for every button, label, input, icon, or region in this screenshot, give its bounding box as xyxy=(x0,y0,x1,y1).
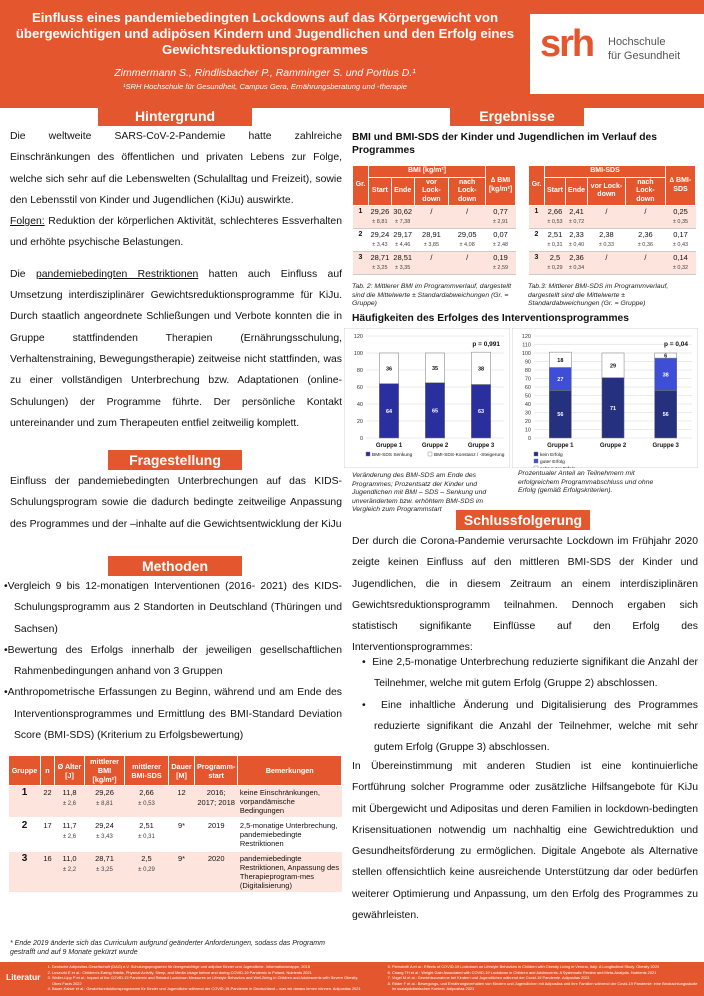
y-tick-label: 110 xyxy=(522,342,531,349)
sds-table xyxy=(528,165,696,275)
y-tick-label: 40 xyxy=(524,402,531,408)
sds-sd: ± 0,72 xyxy=(568,219,585,225)
gt-cell xyxy=(125,786,169,819)
gt-cell xyxy=(85,786,125,819)
legend-swatch xyxy=(534,459,538,463)
hintergrund-text xyxy=(10,126,342,434)
gt-sd: ± 2,2 xyxy=(62,866,77,873)
bmi-value: / xyxy=(430,253,433,262)
x-tick-label: Gruppe 1 xyxy=(375,443,403,449)
data-label: 6 xyxy=(664,353,668,360)
bmi-value: 29,26 xyxy=(370,207,390,216)
p2-a: Die xyxy=(10,268,36,280)
sds-sd: ± 0,35 xyxy=(672,219,689,225)
methoden-item: •Vergleich 9 bis 12-monatigen Interventionen (2016- 2021) des KIDS-Schulungsprogramm aus 2 Standorten in Deutschland (Thüringen und Sachsen) xyxy=(4,581,342,635)
bmi-value: 0,19 xyxy=(493,253,508,262)
p2-b: hatten auch Einfluss auf Umsetzung interdisziplinärer Gewichtsreduktionsprogramme für KiJu. Durch staatlich angeordnete Schließungen und Verbote konnten die in Gruppe stattfindenden Therapien (Ernährungsschulung, Verhaltenstraining, Bewegungstherapie) zeitweise nicht stattfinden, was zu einer vollständigen Unterbrechung bzw. Adaptationen (online-Schulungen) der Programme führte. Der persönliche Kontakt untereinander und zum Therapeuten entfiel zeitweilig komplett. xyxy=(10,268,342,429)
gt-val: 2,51 xyxy=(139,821,154,830)
gt-val: 29,24 xyxy=(95,821,114,830)
bmi-cell xyxy=(449,229,486,252)
bmi-value: / xyxy=(466,207,469,216)
reference: 6. Chang TH et al.: Weight Gain Associated with COVID-19 Lockdown in Children and Adolescents: A Systematic Review and Meta-Analysis. Nutrients 2021 xyxy=(392,970,700,976)
sds-cell xyxy=(529,229,545,252)
gt-cell xyxy=(85,851,125,893)
bmi-cell xyxy=(486,229,516,252)
sds-row xyxy=(529,206,696,229)
gt-cell: 2 xyxy=(9,818,41,851)
bmi-value: / xyxy=(466,253,469,262)
sds-h-span: BMI-SDS xyxy=(545,166,666,178)
bmi-h-col: Ende xyxy=(391,177,414,206)
y-tick-label: 60 xyxy=(356,385,363,391)
bmi-sd: ± 2,59 xyxy=(492,265,509,271)
sds-cell xyxy=(545,229,566,252)
chart-svg-left xyxy=(344,328,510,468)
bmi-sd: ± 2,91 xyxy=(492,219,509,225)
bmi-cell xyxy=(391,229,414,252)
sds-sd: ± 0,40 xyxy=(568,242,585,248)
bmi-value: 3 xyxy=(358,254,363,261)
bmi-value: 28,51 xyxy=(393,253,413,262)
sds-h-col: vor Lock-down xyxy=(588,177,626,206)
bmi-sd: ± 3,25 xyxy=(372,265,388,271)
gt-cell xyxy=(125,818,169,851)
sds-value: 2,5 xyxy=(549,253,561,262)
sds-cell xyxy=(625,252,665,275)
literatur-label: Literatur xyxy=(6,972,41,982)
reference: 5. Pietrobelli A et al.: Effects of COVID-19 Lockdown on Lifestyle Behaviors in Children with Obesity Living in Verona, Italy: A Longitudinal Study. Obesity 2020 xyxy=(392,964,700,970)
hintergrund-p1-text: Die weltweite SARS-CoV-2-Pandemie hatte zahlreiche Einschränkungen des öffentlichen und privaten Lebens zur Folge, welche sich sehr auf die Lebenswelten (Schulalltag und Freizeit), sowie den Lebensstil von Kinder und Jugendlichen (KiJu) auswirkte. xyxy=(10,131,342,206)
gt-sd: ± 3,43 xyxy=(96,833,113,840)
legend-swatch xyxy=(534,466,538,468)
gt-sd: ± 2,6 xyxy=(62,833,77,840)
gt-cell xyxy=(85,818,125,851)
sds-value: 2,36 xyxy=(569,253,584,262)
fragestellung-text: Einfluss der pandemiebedingten Unterbrechungen auf das KIDS-Schulungsprogram sowie die dadurch bedingte zeitweilige Anpassung des Programmes und der –inhalte auf die Gewichtsentwicklung der KiJu xyxy=(10,476,342,530)
bmi-value: 29,05 xyxy=(457,230,477,239)
authors: Zimmermann S., Rindlisbacher P., Ramminger S. und Portius D.¹ xyxy=(114,67,416,79)
gt-h-rem: Bemerkungen xyxy=(238,756,342,786)
bmi-cell xyxy=(353,229,369,252)
group-table-footnote: * Ende 2019 änderte sich das Curriculum aufgrund geänderter Anforderungen, sodass das Programm gestrafft und auf 9 Monate gekürzt wurde xyxy=(10,940,325,956)
bmi-cell xyxy=(369,206,392,229)
x-tick-label: Gruppe 1 xyxy=(547,443,574,449)
sds-sd: ± 0,53 xyxy=(547,219,563,225)
gt-cell: 12 xyxy=(169,786,195,819)
chart-svg-right xyxy=(512,328,698,468)
legend-label xyxy=(540,466,576,468)
data-label: 36 xyxy=(385,366,393,373)
legend-label: guter Erfolg xyxy=(540,460,565,465)
sds-cell xyxy=(666,252,696,275)
y-tick-label: 0 xyxy=(527,436,531,442)
sds-value: / xyxy=(644,253,647,262)
gt-cell xyxy=(125,851,169,893)
gt-sd: ± 2,6 xyxy=(62,800,77,807)
chart-success xyxy=(512,328,698,468)
sds-cell xyxy=(565,252,587,275)
bmi-cell xyxy=(369,229,392,252)
bmi-cell xyxy=(353,206,369,229)
legend-label: kein Erfolg xyxy=(540,453,563,458)
bmi-h-col: vor Lock-down xyxy=(414,177,449,206)
sds-value: / xyxy=(605,253,608,262)
bmi-sd: ± 3,43 xyxy=(372,242,388,248)
bmi-h-col: Start xyxy=(369,177,392,206)
x-tick-label: Gruppe 3 xyxy=(467,443,495,449)
logo-text-line2: für Gesundheit xyxy=(608,50,681,62)
bmi-row xyxy=(353,252,516,275)
reference: 1. Deutsche Adipositas-Gesellschaft (DAG) e.V. Schulungsprogramm für übergewichtige und adipöse Kinder und Jugendliche. Informationsmappe, 2018 xyxy=(52,964,362,970)
chart-right-caption: Prozentualer Anteil an Teilnehmern mit erfolgreichem Programmabschluss und ohne Erfolg (gemäß Erfolgskriterien). xyxy=(518,470,654,494)
data-label: 29 xyxy=(609,363,617,370)
gt-h-gruppe: Gruppe xyxy=(9,756,41,786)
bmi-table xyxy=(352,165,516,275)
data-label: 35 xyxy=(431,365,439,372)
bmi-value: 0,77 xyxy=(493,207,508,216)
schluss-item: • Eine 2,5-monatige Unterbrechung reduzierte signifikant die Anzahl der Teilnehmer, welche mit gutem Erfolg (Gruppe 2) abschlossen. xyxy=(362,657,698,690)
schluss-item-text: Eine inhaltliche Änderung und Digitalisierung des Programmes reduzierte signifikant die Anzahl der Teilnehmer, welche mit sehr gutem Erfolg (Gruppe 3) abschlossen. xyxy=(374,699,698,754)
y-tick-label: 10 xyxy=(524,427,531,434)
y-tick-label: 90 xyxy=(524,359,531,366)
bmi-sd: ± 3,85 xyxy=(423,242,440,248)
p-value-annotation: p = 0,04 xyxy=(663,341,688,348)
literatur-list-right xyxy=(384,964,700,992)
sds-value: 3 xyxy=(534,254,539,261)
bmi-sd: ± 3,35 xyxy=(395,265,411,271)
sds-h-col: Ende xyxy=(565,177,587,206)
bmi-sd: ± 7,38 xyxy=(395,219,411,225)
bmi-table-body xyxy=(353,206,516,275)
sds-value: / xyxy=(605,207,608,216)
sds-h-gr: Gr. xyxy=(529,166,545,206)
gt-sd: ± 8,81 xyxy=(96,800,113,807)
gt-h-bmi: mittlerer BMI [kg/m²] xyxy=(85,756,125,786)
hintergrund-p1 xyxy=(10,126,342,254)
gt-val: 11,0 xyxy=(62,854,77,863)
data-label: 18 xyxy=(557,357,564,364)
bmi-cell xyxy=(369,252,392,275)
sds-cell xyxy=(565,229,587,252)
schluss-intro: Der durch die Corona-Pandemie verursachte Lockdown im Frühjahr 2020 zeigte keinen Einfluss auf den mittleren BMI-SDS der Kinder und Jugendlichen, die in diesem Zeitraum an einem interdisziplinären Gewichtsreduktionsprogramm teilnahmen. Dennoch ergaben sich statistisch signifikante Einflüsse auf den Erfolg des Interventionsprogrammes: xyxy=(352,536,698,654)
sds-sd: ± 0,32 xyxy=(672,265,689,271)
reference: 2. Luszczki E et al.: Children's Eating Habits, Physical Activity, Sleep, and Media Usage before and during COVID-19 Pandemic in Poland. Nutrients 2021 xyxy=(52,970,362,976)
data-label: 63 xyxy=(477,409,485,416)
data-label: 71 xyxy=(609,405,617,412)
bmi-value: / xyxy=(430,207,433,216)
chart-bmi-sds-change xyxy=(344,328,510,468)
sds-value: 0,17 xyxy=(673,230,688,239)
sds-h-col: Start xyxy=(545,177,566,206)
data-label: 65 xyxy=(431,408,439,415)
sds-cell xyxy=(529,206,545,229)
bmi-value: 30,62 xyxy=(393,207,413,216)
gt-h-sds: mittlerer BMI-SDS xyxy=(125,756,169,786)
sds-cell xyxy=(625,206,665,229)
sds-sd: ± 0,31 xyxy=(547,242,563,248)
y-tick-label: 60 xyxy=(524,385,531,391)
methoden-list xyxy=(4,576,342,746)
gt-cell: 17 xyxy=(41,818,55,851)
sds-value: 0,14 xyxy=(673,253,688,262)
y-tick-label: 80 xyxy=(356,368,363,374)
bmi-cell xyxy=(414,252,449,275)
folgen-label: Folgen: xyxy=(10,216,45,228)
sds-value: 2,38 xyxy=(599,230,614,239)
bmi-value: 0,07 xyxy=(493,230,508,239)
fragestellung-heading: Fragestellung xyxy=(108,450,242,470)
gt-sd: ± 0,29 xyxy=(138,866,155,873)
schluss-heading: Schlussfolgerung xyxy=(456,510,590,530)
sds-cell xyxy=(529,252,545,275)
bmi-cell xyxy=(414,206,449,229)
gt-val: 11,7 xyxy=(62,821,77,830)
chart-left-caption: Veränderung des BMI-SDS am Ende des Programmes; Prozentsatz der Kinder und Jugendlichen mit BMI – SDS – Senkung und unverändertem bzw. erhöhtem BMI-SDS im Vergleich zum Programmstart xyxy=(352,472,487,513)
bmi-value: 28,91 xyxy=(422,230,441,239)
bmi-cell xyxy=(353,252,369,275)
bmi-sd: ± 4,46 xyxy=(395,242,411,248)
reference: 7. Vogel M et al.: Gewichtszunahme bei Kindern und Jugendlichen während der Covid-19 Pandemie. Adipositas 2021 xyxy=(392,975,700,981)
y-tick-label: 120 xyxy=(353,334,363,340)
ergebnisse-subheading: BMI und BMI-SDS der Kinder und Jugendlichen im Verlauf des Programmes xyxy=(352,132,657,156)
sds-sd: ± 0,43 xyxy=(672,242,689,248)
sds-table-body xyxy=(529,206,696,275)
data-label: 38 xyxy=(477,366,485,373)
sds-cell xyxy=(588,229,626,252)
bmi-sd: ± 2,48 xyxy=(492,242,509,248)
legend-swatch xyxy=(534,452,538,456)
legend-label: BMI-SDS Senkung xyxy=(372,453,413,458)
gt-cell: 2016; 2017; 2018 xyxy=(195,786,238,819)
y-tick-label: 20 xyxy=(524,419,531,425)
methoden-item: •Bewertung des Erfolgs innerhalb der jeweiligen gesellschaftlichen Rahmenbedingungen anhand von 3 Gruppen xyxy=(4,644,342,678)
sds-value: 1 xyxy=(534,208,539,215)
bmi-cell xyxy=(486,206,516,229)
gt-cell: 3 xyxy=(9,851,41,893)
bmi-h-delta: ∆ BMI [kg/m²] xyxy=(486,166,516,206)
sds-cell xyxy=(625,229,665,252)
gt-h-start: Programm-start xyxy=(195,756,238,786)
p2-underlined: pandemiebedingten Restriktionen xyxy=(35,268,199,280)
y-tick-label: 30 xyxy=(524,410,531,417)
x-tick-label: Gruppe 2 xyxy=(599,443,627,449)
table-row xyxy=(9,851,342,893)
sds-value: 2,66 xyxy=(547,207,563,216)
sds-cell xyxy=(545,206,566,229)
bmi-cell xyxy=(414,229,449,252)
y-tick-label: 70 xyxy=(524,376,531,383)
hintergrund-heading: Hintergrund xyxy=(98,106,252,126)
legend-label: BMI-SDS-Konstanz / -Steigerung xyxy=(434,453,505,458)
haeufigkeiten-heading: Häufigkeiten des Erfolges des Interventionsprogrammes xyxy=(352,313,629,324)
gt-cell: 1 xyxy=(9,786,41,819)
bmi-value: 28,71 xyxy=(370,253,390,262)
poster-title: Einfluss eines pandemiebedingten Lockdowns auf das Körpergewicht von übergewichtigen und adipösen Kindern und Jugendlichen und den Erfolg eines Gewichtsreduktionsprogrammes xyxy=(15,10,515,57)
x-tick-label: Gruppe 3 xyxy=(652,443,679,449)
gt-val: 2,66 xyxy=(139,788,154,797)
sds-row xyxy=(529,252,696,275)
bmi-value: 1 xyxy=(358,208,363,215)
sds-cell xyxy=(545,252,566,275)
sds-cell xyxy=(565,206,587,229)
y-tick-label: 100 xyxy=(521,351,531,357)
gt-val: 11,8 xyxy=(62,788,77,797)
y-tick-label: 40 xyxy=(356,402,363,408)
gt-cell xyxy=(55,786,85,819)
table-row xyxy=(9,786,342,819)
schluss-outro: In Übereinstimmung mit anderen Studien ist eine kontinuierliche Fortführung solcher Programme oder zusätzliche Hilfsangebote für KiJu mit Übergewicht und Adipositas und deren Familien in lockdown-bedingten Krisensituationen notwendig um nachhaltig eine Gewichtreduktion und Gesundheitsförderung zu ermöglichen. Digitale Angebote als Alternative stellen offensichtlich keine ausreichende Unterstützung dar oder bedürfen weiterer Optimierung und Anpassung, um den Erfolg des Programmes zu gewährleisten. xyxy=(352,761,698,922)
sds-cell xyxy=(666,206,696,229)
bmi-row xyxy=(353,206,516,229)
sds-sd: ± 0,29 xyxy=(547,265,563,271)
sds-value: 2,36 xyxy=(638,230,653,239)
folgen-text: Reduktion der körperlichen Aktivität, schlechteres Essverhalten und erhöhte psychische Belastungen. xyxy=(10,216,342,249)
gt-cell xyxy=(55,851,85,893)
affiliation: ¹SRH Hochschule für Gesundheit, Campus Gera, Ernährungsberatung und -therapie xyxy=(122,82,408,91)
sds-row xyxy=(529,229,696,252)
y-tick-label: 0 xyxy=(359,436,363,442)
bmi-table-caption: Tab. 2: Mittlerer BMI im Programmverlauf, dargestellt sind die Mittelwerte ± Standardabweichungen (Gr. = Gruppe) xyxy=(352,283,512,307)
gt-cell: pandemiebedingte Restriktionen, Anpassung des Therapieprogram-mes (Digitalisierung) xyxy=(238,851,342,893)
gt-cell: 2,5-monatige Unterbrechung, pandemiebedingte Restriktionen xyxy=(238,818,342,851)
gt-cell: 22 xyxy=(41,786,55,819)
gt-val: 2,5 xyxy=(141,854,152,863)
bmi-cell xyxy=(449,252,486,275)
bmi-value: 29,17 xyxy=(393,230,413,239)
bmi-cell xyxy=(391,252,414,275)
sds-sd: ± 0,34 xyxy=(568,265,585,271)
gt-cell: 2019 xyxy=(195,818,238,851)
srh-logo-mark: srh xyxy=(540,23,594,65)
gt-val: 28,71 xyxy=(95,854,114,863)
sds-value: 0,25 xyxy=(673,207,688,216)
bmi-value: 29,24 xyxy=(370,230,390,239)
gt-sd: ± 0,53 xyxy=(138,800,155,807)
group-table xyxy=(8,755,342,894)
sds-value: 2,33 xyxy=(569,230,584,239)
y-tick-label: 120 xyxy=(521,334,531,340)
bmi-h-span: BMI [kg/m²] xyxy=(369,166,486,178)
bmi-value: 2 xyxy=(358,231,363,238)
gt-val: 29,26 xyxy=(95,788,114,797)
sds-value: 2 xyxy=(534,231,539,238)
reference: 3. Walter-Lipp P et al.: Impact of the COVID-19 Pandemic and Related Lockdown Measures on Lifestyle Behaviors and Well-Being in Children and Adolescents with Severe Obesity. Obes Facts 2022 xyxy=(52,975,362,986)
bmi-h-gr: Gr. xyxy=(353,166,369,206)
gt-sd: ± 0,31 xyxy=(138,833,155,840)
table-row xyxy=(9,818,342,851)
p-value-annotation: p = 0,991 xyxy=(472,341,500,348)
schluss-item-text: Eine 2,5-monatige Unterbrechung reduzierte signifikant die Anzahl der Teilnehmer, welche mit gutem Erfolg (Gruppe 2) abschlossen. xyxy=(372,657,698,690)
logo-text-line1: Hochschule xyxy=(608,36,666,48)
gt-cell xyxy=(55,818,85,851)
data-label: 56 xyxy=(662,412,669,419)
sds-h-col: nach Lock-down xyxy=(625,177,665,206)
literatur-list-left xyxy=(44,964,362,992)
y-tick-label: 20 xyxy=(356,419,363,425)
schluss-list xyxy=(352,652,698,758)
bmi-sd: ± 8,81 xyxy=(372,219,388,225)
gt-cell: 9* xyxy=(169,851,195,893)
gt-h-dauer: Dauer [M] xyxy=(169,756,195,786)
y-tick-label: 80 xyxy=(524,368,531,374)
bmi-cell xyxy=(486,252,516,275)
data-label: 38 xyxy=(662,372,669,379)
bmi-sd: ± 4,08 xyxy=(459,242,475,248)
sds-sd: ± 0,33 xyxy=(598,242,615,248)
x-tick-label: Gruppe 2 xyxy=(421,443,449,449)
methoden-item: •Anthropometrische Erfassungen zu Beginn, während und am Ende des Interventionsprogrammes und Ermittlung des BMI-Standard Deviation Score (BMI-SDS) (Kriterium zu Erfolgsbewertung) xyxy=(4,687,342,742)
sds-h-delta: ∆ BMI-SDS xyxy=(666,166,696,206)
sds-value: 2,41 xyxy=(569,207,584,216)
bmi-row xyxy=(353,229,516,252)
sds-cell xyxy=(588,206,626,229)
gt-h-alter: Ø Alter [J] xyxy=(55,756,85,786)
methoden-heading: Methoden xyxy=(108,556,242,576)
y-tick-label: 100 xyxy=(353,351,363,357)
sds-table-caption: Tab.3: Mittlerer BMI-SDS im Programmverlauf, dargestellt sind die Mittelwerte ± Standardabweichungen (Gr. = Gruppe) xyxy=(528,283,669,307)
gt-sd: ± 3,25 xyxy=(96,866,113,873)
legend-swatch xyxy=(428,452,432,456)
schluss-item: • Eine inhaltliche Änderung und Digitalisierung des Programmes reduzierte signifikant die Anzahl der Teilnehmer, welche mit sehr gutem Erfolg (Gruppe 3) abschlossen. xyxy=(362,699,698,754)
bmi-h-col: nach Lock-down xyxy=(449,177,486,206)
gt-cell: 16 xyxy=(41,851,55,893)
sds-cell xyxy=(666,229,696,252)
data-label: 56 xyxy=(557,412,564,419)
reference: 8. Röder F et al.: Bewegungs- und Ernährungsverhalten von Kindern und Jugendlichen mit Adipositas und ihre Familien während der Covid-19 Pandemie: eine Beobachtungsstudie im sozialpädiatrischen Kontext. Adipositas 2021 xyxy=(392,981,700,992)
sds-value: / xyxy=(644,207,647,216)
gt-cell: 9* xyxy=(169,818,195,851)
data-label: 27 xyxy=(557,376,564,383)
reference: 4. Bauer-Kaiser et al.: Gewichtsreduktionsprogramme für Kinder und Jugendliche während der COVID-19-Pandemie in Deutschland – was wir daraus lernen können. Adipositas 2021 xyxy=(52,986,362,992)
sds-sd: ± 0,36 xyxy=(637,242,654,248)
hintergrund-p2 xyxy=(10,264,342,434)
gt-cell: 2020 xyxy=(195,851,238,893)
gt-h-n: n xyxy=(41,756,55,786)
ergebnisse-heading: Ergebnisse xyxy=(450,106,584,126)
legend-swatch xyxy=(366,452,370,456)
gt-cell: keine Einschränkungen, vorpandämische Bedingungen xyxy=(238,786,342,819)
bmi-cell xyxy=(391,206,414,229)
sds-cell xyxy=(588,252,626,275)
y-tick-label: 50 xyxy=(524,393,531,400)
sds-value: 2,51 xyxy=(547,230,563,239)
bmi-cell xyxy=(449,206,486,229)
data-label: 64 xyxy=(385,408,393,415)
